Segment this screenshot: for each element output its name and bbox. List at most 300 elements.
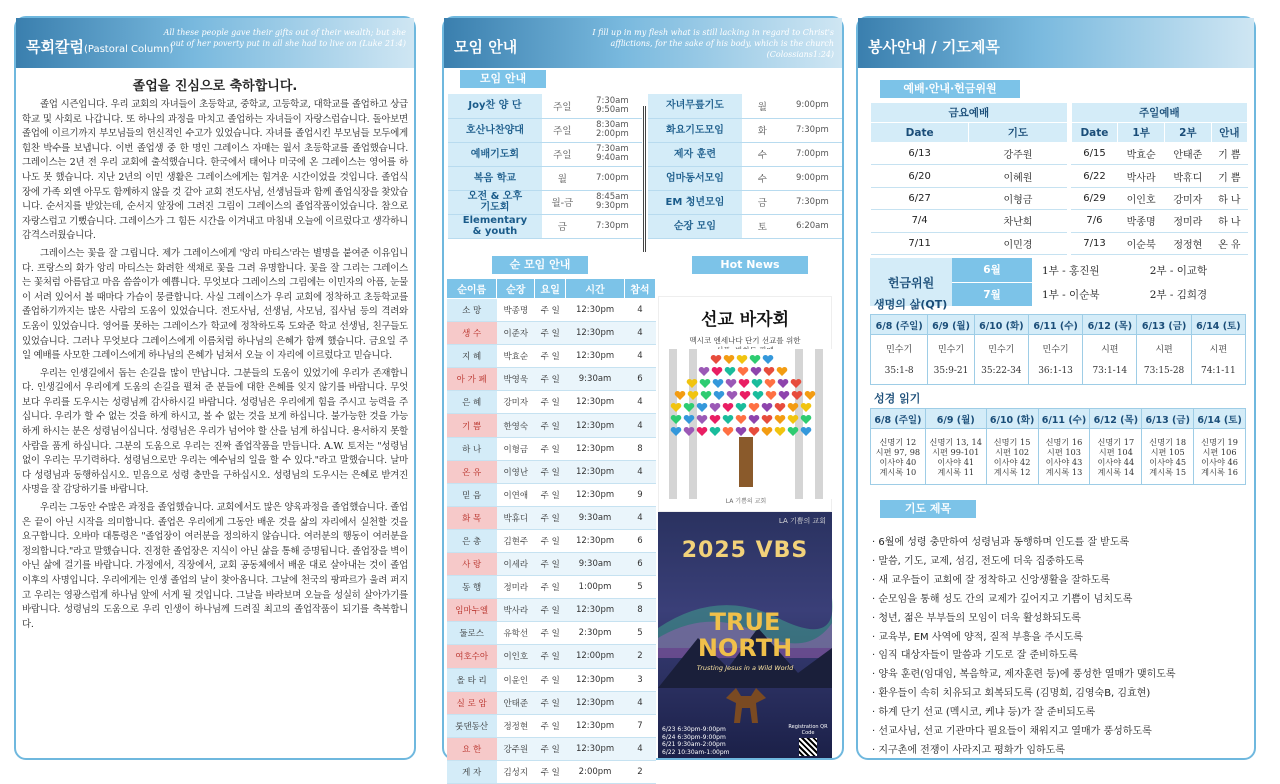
soon-cell: 여호수아: [447, 645, 497, 668]
soon-cell: 6: [624, 529, 655, 552]
meeting-row: [448, 190, 642, 214]
meetings-left-table: [448, 94, 642, 239]
meeting-row: [448, 142, 642, 166]
soon-cell: 4: [624, 322, 655, 345]
sunday-col-header: 2부: [1164, 123, 1211, 143]
meeting-name: 자녀무릎기도: [648, 94, 742, 118]
qt-book: 민수기: [1028, 335, 1082, 359]
meeting-name: 순장 모임: [648, 214, 742, 238]
soon-cell: 이인호: [497, 645, 535, 668]
prayer-item: · 순모임을 통해 성도 간의 교제가 깊어지고 기쁨이 넘치도록: [872, 591, 1252, 610]
qt-book: 시편: [1083, 335, 1137, 359]
soon-header: 시간: [566, 279, 625, 299]
soon-cell: 9:30am: [566, 506, 625, 529]
meeting-time: 7:30am 9:40am: [583, 142, 642, 166]
prayer-item: · 양육 훈련(임대임, 복음학교, 제자훈련 등)에 풍성한 열매가 맺히도록: [872, 666, 1252, 685]
soon-cell: 주 일: [535, 368, 566, 391]
prayer-item: · 지구촌에 전쟁이 사라지고 평화가 임하도록: [872, 742, 1252, 761]
prayer-item: · 선교사님, 선교 기관마다 필요들이 채워지고 열매가 풍성하도록: [872, 723, 1252, 742]
soon-cell: 주 일: [535, 391, 566, 414]
column-paragraph: 우리는 그동안 수많은 과정을 졸업했습니다. 교회에서도 많은 양육과정을 졸업했습니다. 졸업은 끝이 아닌 시작을 의미합니다. 졸업은 우리에게 그동안 배운 것을 삶의 자리에서 실천할 것을 요구합니다. 오바마 대통령은 "졸업장이 여러분을 정의하지 않습니다. 여러분의 행동이 여러분을 정의합니다."라고 말했습니다. 진정한 졸업장은 지식이 아닌 삶을 통해 증명됩니다. 졸업장을 벽이 아닌 삶에 걸기를 바랍니다. 가정에서, 직장에서, 교회 공동체에서 배운 대로 살아내는 것이 졸업 이후의 사명입니다. 우리에게는 인생 졸업의 날이 찾아옵니다. 그날에 천국의 팡파르가 울려 퍼지고 우리는 영광스럽게 하나님 앞에 서게 될 것입니다. 그날을 바라보며 오늘을 성실히 살아가기를 바랍니다. 성령님의 도움으로 우리 인생이 하나님께 드려질 최고의 졸업작품이 되기를 축복합니다.: [22, 502, 408, 630]
soon-row: [447, 714, 656, 737]
soon-cell: 12:30pm: [566, 737, 625, 760]
sunday-cell: 정정현: [1164, 232, 1211, 254]
meeting-row: [448, 166, 642, 190]
soon-cell: 9:30am: [566, 368, 625, 391]
meeting-day: 월: [542, 166, 583, 190]
qt-book: 시편: [1191, 335, 1245, 359]
friday-cell: 6/20: [871, 165, 969, 187]
offering-second: 2부 - 김희경: [1149, 288, 1208, 301]
service-prayer-panel: [856, 16, 1256, 760]
bible-reading-table: [870, 408, 1246, 485]
meeting-name: 오전 & 오후 기도회: [448, 190, 542, 214]
soon-row: [447, 553, 656, 576]
vbs-title: 2025 VBS: [681, 538, 809, 563]
meeting-day: 월: [742, 94, 783, 118]
meeting-row: [648, 94, 842, 118]
soon-cell: 이준자: [497, 322, 535, 345]
meeting-name: 예배기도회: [448, 142, 542, 166]
soon-cell: 12:30pm: [566, 345, 625, 368]
service-header: [858, 18, 1254, 68]
prayer-chip: 기도 제목: [880, 500, 976, 518]
soon-cell: 12:30pm: [566, 599, 625, 622]
usher-chip: 예배·안내·헌금위원: [880, 80, 1020, 98]
sunday-col-header: 1부: [1118, 123, 1165, 143]
soon-row: [447, 460, 656, 483]
meeting-time: 7:30pm: [583, 214, 642, 238]
soon-table: [446, 278, 656, 784]
meeting-row: [448, 94, 642, 118]
soon-cell: 12:30pm: [566, 460, 625, 483]
bible-day: 6/10 (화): [986, 409, 1038, 429]
soon-cell: 12:30pm: [566, 668, 625, 691]
friday-col-header: Date: [871, 123, 969, 143]
soon-cell: 4: [624, 506, 655, 529]
soon-header: 순이름: [447, 279, 497, 299]
soon-cell: 주 일: [535, 714, 566, 737]
qt-day: 6/12 (목): [1083, 315, 1137, 335]
meeting-day: 화: [742, 118, 783, 142]
sunday-cell: 이순북: [1118, 232, 1165, 254]
vbs-date: 6/21 9:30am-2:00pm: [662, 741, 726, 748]
soon-cell: 6: [624, 553, 655, 576]
offering-second: 2부 - 이교학: [1149, 264, 1208, 277]
sunday-cell: 박효순: [1118, 143, 1165, 165]
vbs-tagline: Trusting Jesus in a Wild World: [696, 664, 794, 672]
soon-cell: 안태준: [497, 691, 535, 714]
meeting-name: 화요기도모임: [648, 118, 742, 142]
soon-cell: 7: [624, 714, 655, 737]
soon-row: [447, 414, 656, 437]
soon-cell: 주 일: [535, 737, 566, 760]
soon-row: [447, 368, 656, 391]
friday-cell: 이민경: [969, 232, 1067, 254]
friday-cell: 7/11: [871, 232, 969, 254]
bible-day: 6/13 (금): [1142, 409, 1194, 429]
usher-table: [870, 102, 1248, 255]
prayer-list: [872, 534, 1252, 761]
column-body: [22, 98, 408, 635]
soon-cell: 이세라: [497, 553, 535, 576]
soon-cell: 은 총: [447, 529, 497, 552]
soon-cell: 주 일: [535, 506, 566, 529]
qt-table: [870, 314, 1246, 385]
meeting-name: EM 청년모임: [648, 190, 742, 214]
soon-cell: 화 목: [447, 506, 497, 529]
soon-cell: 이윤인: [497, 668, 535, 691]
vbs-date: 6/22 10:30am-1:00pm: [662, 748, 730, 756]
bible-day: 6/11 (수): [1038, 409, 1090, 429]
soon-cell: 4: [624, 391, 655, 414]
sunday-cell: 7/6: [1071, 210, 1118, 232]
soon-cell: 2: [624, 645, 655, 668]
sunday-cell: 하 나: [1211, 187, 1247, 209]
soon-cell: 5: [624, 576, 655, 599]
vbs-dates: [662, 726, 730, 756]
column-title-en: (Pastoral Column): [83, 44, 174, 55]
column-heading: 졸업을 진심으로 축하합니다.: [132, 79, 298, 94]
soon-header: 참석: [624, 279, 655, 299]
soon-cell: 이연애: [497, 483, 535, 506]
meeting-day: 금: [742, 190, 783, 214]
column-title: 목회칼럼(Pastoral Column): [26, 38, 174, 56]
soon-cell: 2: [624, 760, 655, 783]
bible-day: 6/14 (토): [1194, 409, 1246, 429]
meeting-row: [648, 118, 842, 142]
soon-cell: 주 일: [535, 599, 566, 622]
soon-cell: 3: [624, 668, 655, 691]
soon-row: [447, 506, 656, 529]
soon-row: [447, 760, 656, 783]
soon-cell: 요 한: [447, 737, 497, 760]
soon-row: [447, 737, 656, 760]
soon-cell: 주 일: [535, 529, 566, 552]
soon-row: [447, 483, 656, 506]
meeting-time: 7:30am 9:50am: [583, 94, 642, 118]
meeting-time: 9:00pm: [783, 94, 842, 118]
usher-row: [871, 232, 1248, 254]
soon-cell: 둘로스: [447, 622, 497, 645]
soon-cell: 주 일: [535, 576, 566, 599]
sunday-cell: 6/22: [1071, 165, 1118, 187]
qt-book: 시편: [1137, 335, 1191, 359]
meeting-time: 8:30am 2:00pm: [583, 118, 642, 142]
soon-cell: 박종명: [497, 299, 535, 322]
meetings-header: [444, 18, 842, 68]
meeting-row: [448, 214, 642, 238]
soon-header: 순장: [497, 279, 535, 299]
qt-day: 6/8 (주일): [871, 315, 928, 335]
column-paragraph: 졸업 시즌입니다. 우리 교회의 자녀들이 초등학교, 중학교, 고등학교, 대학교를 졸업하고 상급학교 및 사회로 나갑니다. 또 하나의 과정을 마치고 졸업하는 자녀들이 자랑스럽습니다. 돌아보면 졸업에 이르기까지 부모님들의 헌신적인 수고가 있었습니다. 자녀를 졸업시킨 부모님들 모두에게 힘찬 박수를 보냅니다. 이번 졸업생 중 한 명인 그레이스 자매는 월서 초등학교를 졸업했습니다. 그레이스는 2년 전 우리 교회에 출석했습니다. 한국에서 태어나 미국에 온 그레이스는 영어를 하나도 못 했습니다. 지난 2년의 이민 생활은 그레이스에게는 힘겨운 시간이었을 것입니다. 졸업식장에 가족 외엔 아무도 함께하지 않을 것 같아 교회 전도사님, 선생님들과 함께 졸업식장을 찾았습니다. 순서지를 받았는데, 순서지 앞장에 그려진 그림이 그레이스의 졸업작품이었습니다. 참으로 자랑스럽고 기뻤습니다. 그레이스가 그 힘든 시간을 이겨내고 마침내 오늘에 이르렀다고 생각하니 감격스러웠습니다.: [22, 99, 408, 242]
soon-cell: 주 일: [535, 460, 566, 483]
usher-row: [871, 187, 1248, 209]
friday-cell: 이형금: [969, 187, 1067, 209]
qt-ref: 73:15-28: [1137, 359, 1191, 385]
qt-day: 6/11 (수): [1028, 315, 1082, 335]
qt-day: 6/9 (월): [928, 315, 974, 335]
meetings-title: 모임 안내: [454, 38, 518, 56]
friday-cell: 강주원: [969, 143, 1067, 165]
mission-church-name: LA 기쁨의 교회: [725, 498, 767, 505]
soon-cell: 1:00pm: [566, 576, 625, 599]
soon-row: [447, 691, 656, 714]
sunday-cell: 온 유: [1211, 232, 1247, 254]
qt-day: 6/10 (화): [974, 315, 1028, 335]
vbs-theme-line1: TRUE: [709, 608, 781, 636]
soon-cell: 김성지: [497, 760, 535, 783]
sunday-cell: 박종명: [1118, 210, 1165, 232]
soon-cell: 12:30pm: [566, 414, 625, 437]
soon-cell: 4: [624, 414, 655, 437]
qt-ref: 73:1-14: [1083, 359, 1137, 385]
soon-cell: 정정현: [497, 714, 535, 737]
vbs-theme-line2: NORTH: [697, 634, 793, 662]
soon-cell: 게 자: [447, 760, 497, 783]
column-verse: All these people gave their gifts out of their wealth; but she out of her poverty put in all she had to live on (Luke 21:4): [163, 28, 406, 48]
service-title: 봉사안내 / 기도제목: [868, 38, 1000, 56]
soon-cell: 주 일: [535, 668, 566, 691]
soon-cell: 주 일: [535, 645, 566, 668]
soon-cell: 정미라: [497, 576, 535, 599]
meeting-row: [648, 166, 842, 190]
column-paragraph: 우리는 인생길에서 돕는 손길을 많이 만납니다. 그분들의 도움이 있었기에 우리가 존재합니다. 인생길에서 우리에게 도움의 손길을 펼쳐 준 분들에 대한 은혜를 잊지 않기를 바랍니다. 무엇보다 우리를 도우시는 성령님께 감사하시길 바랍니다. 성령님은 우리에게 힘을 주시고 능력을 주십니다. 우리가 할 수 없는 것을 하게 하시고, 볼 수 없는 것을 보게 하십니다. 불가능한 것을 가능하게 하시는 분은 성령님이십니다. 성령님은 우리가 넘어야 할 산을 넘게 하십니다. 용서하지 못할 사람을 품게 하십니다. 그분의 도움으로 우리는 진짜 졸업작품을 만듭니다. A.W. 토저는 "성령님 없이 우리는 무기력하다. 성령님으로만 우리는 예수님의 일을 할 수 있다."라고 말했습니다. 날마다 성령님과 동행하십시오. 믿음으로 성령 충만을 구하십시오. 성령님의 도우시는 은혜로 받겨진 사명을 잘 감당하기를 바랍니다.: [22, 367, 408, 496]
friday-cell: 이혜원: [969, 165, 1067, 187]
soon-cell: 4: [624, 691, 655, 714]
meeting-row: [648, 142, 842, 166]
prayer-item: · 교육부, EM 사역에 양적, 질적 부흥을 주시도록: [872, 629, 1252, 648]
soon-cell: 4: [624, 299, 655, 322]
soon-cell: 9:30am: [566, 553, 625, 576]
soon-cell: 하 나: [447, 437, 497, 460]
soon-cell: 박사라: [497, 599, 535, 622]
soon-cell: 올 타 리: [447, 668, 497, 691]
soon-cell: 주 일: [535, 345, 566, 368]
vbs-church: LA 기쁨의 교회: [778, 517, 826, 525]
soon-cell: 12:30pm: [566, 391, 625, 414]
soon-cell: 한영숙: [497, 414, 535, 437]
meetings-verse: I fill up in my flesh what is still lacking in regard to Christ's afflictions, for the sake of his body, which is the church (Colossians1:24): [592, 28, 834, 59]
soon-cell: 12:30pm: [566, 714, 625, 737]
meeting-time: 7:30pm: [783, 118, 842, 142]
qt-book: 민수기: [871, 335, 928, 359]
mission-title: 선교 바자회: [700, 310, 790, 330]
soon-cell: 온 유: [447, 460, 497, 483]
soon-cell: 6: [624, 368, 655, 391]
soon-cell: 주 일: [535, 437, 566, 460]
soon-chip: 순 모임 안내: [492, 256, 588, 274]
qt-book: 민수기: [928, 335, 974, 359]
meeting-row: [448, 118, 642, 142]
soon-cell: 2:30pm: [566, 622, 625, 645]
soon-cell: 동 행: [447, 576, 497, 599]
meeting-name: Elementary & youth: [448, 214, 542, 238]
offering-first: 1부 - 이순북: [1042, 288, 1100, 301]
bible-reading: 신명기 17 시편 104 이사야 44 계시록 14: [1090, 429, 1142, 485]
soon-cell: 룻댄동산: [447, 714, 497, 737]
meeting-day: 월-금: [542, 190, 583, 214]
offering-label: 헌금위원: [870, 258, 952, 306]
sunday-cell: 박휴디: [1164, 165, 1211, 187]
qt-book: 민수기: [974, 335, 1028, 359]
friday-col-header: 기도: [969, 123, 1067, 143]
sunday-cell: 하 나: [1211, 210, 1247, 232]
prayer-item: · 하계 단기 선교 (멕시코, 케냐 등)가 잘 준비되도록: [872, 704, 1252, 723]
soon-row: [447, 599, 656, 622]
friday-cell: 6/13: [871, 143, 969, 165]
meetings-divider: [643, 106, 646, 252]
sunday-cell: 6/29: [1071, 187, 1118, 209]
vbs-registration-label: Registration QR Code: [788, 724, 828, 736]
vbs-poster: [658, 512, 832, 758]
soon-cell: 2:00pm: [566, 760, 625, 783]
bible-day: 6/12 (목): [1090, 409, 1142, 429]
soon-cell: 사 랑: [447, 553, 497, 576]
bible-day: 6/9 (월): [925, 409, 986, 429]
soon-cell: 9: [624, 483, 655, 506]
bible-reading: 신명기 15 시편 102 이사야 42 계시록 12: [986, 429, 1038, 485]
meeting-time: 7:00pm: [583, 166, 642, 190]
soon-cell: 주 일: [535, 414, 566, 437]
qt-day: 6/13 (금): [1137, 315, 1191, 335]
soon-cell: 8: [624, 599, 655, 622]
soon-cell: 12:30pm: [566, 483, 625, 506]
soon-cell: 아 가 페: [447, 368, 497, 391]
bible-reading: 신명기 19 시편 106 이사야 46 계시록 16: [1194, 429, 1246, 485]
sunday-cell: 7/13: [1071, 232, 1118, 254]
column-paragraph: 그레이스는 꽃을 잘 그립니다. 제가 그레이스에게 '앙리 마티스'라는 별명을 붙여준 이유입니다. 프랑스의 화가 앙리 마티스는 화려한 색채로 꽃을 그려 유명합니다. 꽃을 잘 그리는 그레이스는 꽃처럼 아름답고 마음 씀씀이가 예쁩니다. 무엇보다 그레이스의 그림에는 이민자의 아픔, 눈물이 서려 있어서 볼 때마다 가슴이 뭉클합니다. 사실 그레이스가 우리 교회에 정착하고 초등학교를 졸업하기까지는 많은 사람의 도움이 있었습니다. 전도사님, 선생님, 사모님, 집사님 등의 격려와 도움이 있었습니다. 영어를 못하는 그레이스가 학교에 정착하도록 도와준 학교 선생님, 친구들도 있었습니다. 그러나 무엇보다 그레이스에게 이름처럼 하나님의 은혜가 함께 했습니다. 금요일 주일 예배를 사모한 그레이스에게 하나님의 은혜가 넘쳐서 오늘 이 자리에 이르렀다고 믿습니다.: [22, 247, 408, 362]
meeting-name: 제자 훈련: [648, 142, 742, 166]
friday-service-header: 금요예배: [871, 103, 1068, 123]
soon-cell: 주 일: [535, 483, 566, 506]
meeting-day: 금: [542, 214, 583, 238]
soon-cell: 12:00pm: [566, 645, 625, 668]
meeting-day: 수: [742, 142, 783, 166]
qt-day: 6/14 (토): [1191, 315, 1245, 335]
mission-bazaar-poster: [658, 296, 832, 512]
sunday-cell: 강미자: [1164, 187, 1211, 209]
meetings-panel: [442, 16, 844, 778]
sunday-cell: 기 쁨: [1211, 165, 1247, 187]
prayer-item: · 청년, 젊은 부부들의 모임이 더욱 활성화되도록: [872, 610, 1252, 629]
soon-cell: 8: [624, 437, 655, 460]
soon-cell: 김현주: [497, 529, 535, 552]
prayer-item: · 새 교우들이 교회에 잘 정착하고 신앙생활을 잘하도록: [872, 572, 1252, 591]
sunday-cell: 안태준: [1164, 143, 1211, 165]
bible-reading-title: 성경 읽기: [874, 392, 921, 405]
friday-cell: 6/27: [871, 187, 969, 209]
offering-month: 6월: [952, 258, 1032, 282]
pastoral-column-panel: [14, 16, 416, 760]
meeting-row: [648, 214, 842, 238]
soon-cell: 강주원: [497, 737, 535, 760]
qt-ref: 35:1-8: [871, 359, 928, 385]
meeting-name: 복음 학교: [448, 166, 542, 190]
soon-row: [447, 322, 656, 345]
meeting-name: 엄마동서모임: [648, 166, 742, 190]
soon-cell: 4: [624, 460, 655, 483]
soon-cell: 박효순: [497, 345, 535, 368]
soon-cell: 주 일: [535, 299, 566, 322]
soon-cell: 주 일: [535, 760, 566, 783]
soon-row: [447, 645, 656, 668]
meeting-name: 호산나찬양대: [448, 118, 542, 142]
soon-cell: 주 일: [535, 322, 566, 345]
meeting-day: 수: [742, 166, 783, 190]
bible-reading: 신명기 16 시편 103 이사야 43 계시록 13: [1038, 429, 1090, 485]
soon-cell: 주 일: [535, 622, 566, 645]
soon-cell: 이형금: [497, 437, 535, 460]
prayer-item: · 6월에 성령 충만하여 성령님과 동행하며 인도를 잘 받도록: [872, 534, 1252, 553]
meeting-time: 6:20am: [783, 214, 842, 238]
mission-subtitle: 멕시코 엔세나다 단기 선교를 위한: [689, 336, 801, 345]
qt-ref: 74:1-11: [1191, 359, 1245, 385]
bible-reading: 신명기 18 시편 105 이사야 45 계시록 15: [1142, 429, 1194, 485]
soon-cell: 임마누엘: [447, 599, 497, 622]
meeting-time: 7:00pm: [783, 142, 842, 166]
soon-cell: 박휴디: [497, 506, 535, 529]
soon-cell: 12:30pm: [566, 322, 625, 345]
soon-cell: 실 로 암: [447, 691, 497, 714]
meeting-day: 주일: [542, 94, 583, 118]
vbs-registration: [788, 724, 828, 756]
soon-cell: 강미자: [497, 391, 535, 414]
soon-cell: 4: [624, 345, 655, 368]
prayer-item: · 말씀, 기도, 교제, 섬김, 전도에 더욱 집중하도록: [872, 553, 1252, 572]
vbs-date: 6/24 6:30pm-9:00pm: [662, 733, 726, 741]
soon-cell: 박영욱: [497, 368, 535, 391]
qt-ref: 35:22-34: [974, 359, 1028, 385]
meeting-day: 토: [742, 214, 783, 238]
sunday-cell: 기 쁨: [1211, 143, 1247, 165]
soon-row: [447, 668, 656, 691]
sunday-cell: 박사라: [1118, 165, 1165, 187]
moose-icon: [716, 678, 776, 728]
meeting-row: [648, 190, 842, 214]
tree-of-hearts-illustration: [659, 349, 833, 499]
soon-cell: 5: [624, 622, 655, 645]
prayer-item: · 환우들이 속히 치유되고 회복되도록 (김명희, 김영숙B, 김효현): [872, 685, 1252, 704]
hot-news-chip: Hot News: [692, 256, 808, 274]
offering-first: 1부 - 홍진원: [1042, 264, 1100, 277]
soon-row: [447, 576, 656, 599]
meeting-day: 주일: [542, 118, 583, 142]
soon-cell: 소 망: [447, 299, 497, 322]
soon-row: [447, 437, 656, 460]
meeting-day: 주일: [542, 142, 583, 166]
offering-month: 7월: [952, 282, 1032, 306]
usher-row: [871, 210, 1248, 232]
soon-cell: 12:30pm: [566, 437, 625, 460]
soon-cell: 생 수: [447, 322, 497, 345]
soon-row: [447, 345, 656, 368]
soon-cell: 12:30pm: [566, 691, 625, 714]
soon-cell: 12:30pm: [566, 299, 625, 322]
sunday-col-header: Date: [1071, 123, 1118, 143]
sunday-cell: 6/15: [1071, 143, 1118, 165]
soon-cell: 12:30pm: [566, 529, 625, 552]
qr-code-icon: [799, 738, 817, 756]
soon-cell: 기 쁨: [447, 414, 497, 437]
soon-row: [447, 391, 656, 414]
soon-cell: 유학선: [497, 622, 535, 645]
meeting-time: 7:30pm: [783, 190, 842, 214]
soon-cell: 믿 음: [447, 483, 497, 506]
sunday-col-header: 안내: [1211, 123, 1247, 143]
usher-row: [871, 165, 1248, 187]
qt-ref: 35:9-21: [928, 359, 974, 385]
